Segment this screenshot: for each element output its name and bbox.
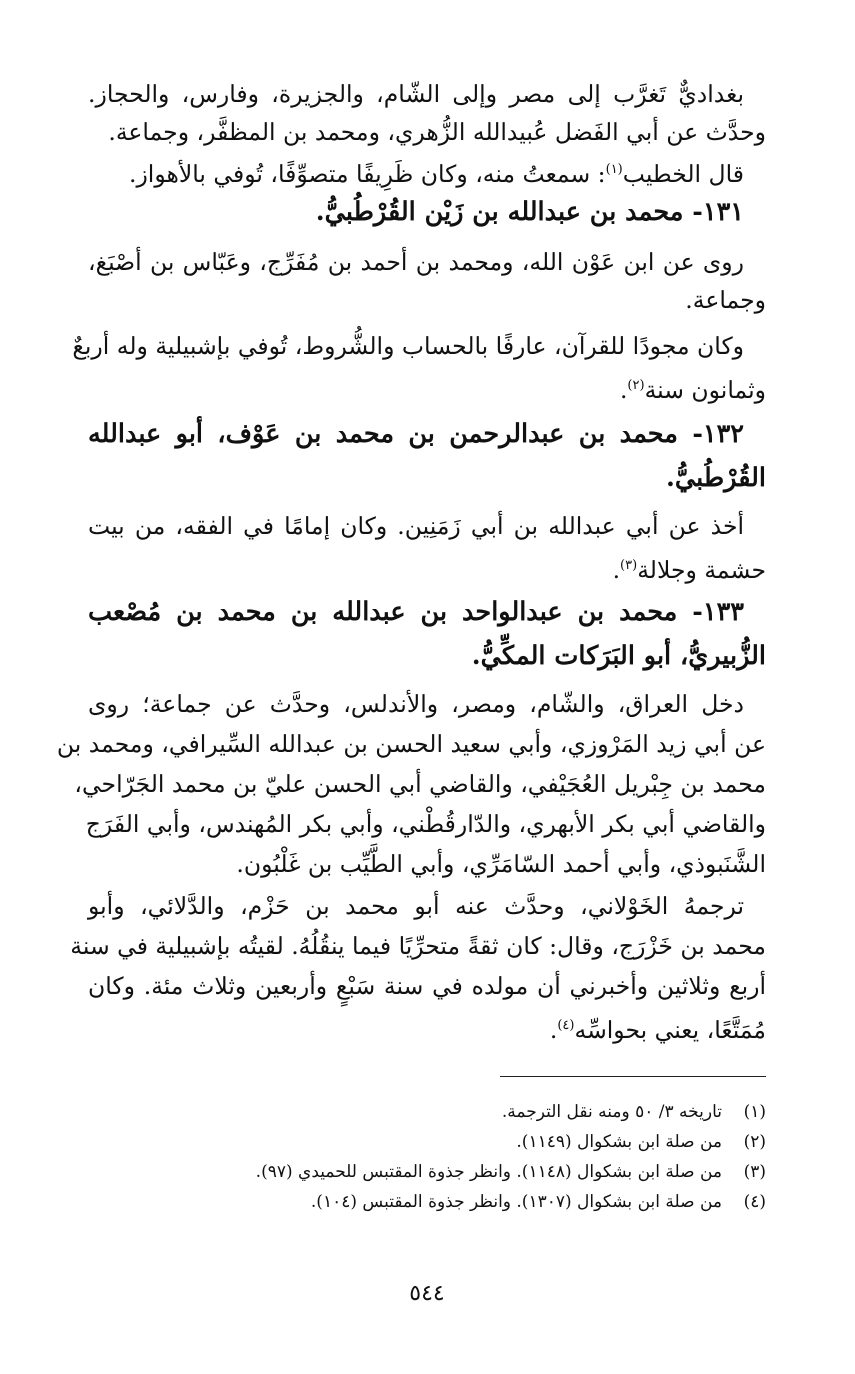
book-page: [56, 74, 766, 1334]
footnote-ref: (٤): [557, 1018, 575, 1033]
text-line: حشمة وجلالة$^{(٣)}$.: [612, 555, 766, 584]
footnote-ref: (١): [605, 162, 623, 177]
text-line: عن أبي زيد المَرْوزي، وأبي سعيد الحسن بن عبدالله السِّيرافي، ومحمد بن: [56, 730, 766, 758]
footnote-separator: [500, 1076, 766, 1077]
text-line: والقاضي أبي بكر الأبهري، والدّارقُطْني، وأبي بكر المُهندس، وأبي الفَرَج: [85, 810, 766, 838]
text-line: الشَّنَبوذي، وأبي أحمد السّامَرِّي، وأبي الطَّيِّب بن غَلْبُون.: [236, 850, 766, 878]
text-line: روى عن ابن عَوْن الله، ومحمد بن أحمد بن مُفَرِّج، وعَبّاس بن أصْبَغ،: [88, 248, 744, 276]
text-line: محمد بن خَزْرَج، وقال: كان ثقةً متحرِّيًا فيما ينقُلُهُ. لقيتُه بإشبيلية في سنة: [70, 932, 766, 960]
text-line: وجماعة.: [685, 286, 766, 314]
page-number: ٥٤٤: [409, 1281, 445, 1306]
text-line: وثمانون سنة$^{(٢)}$.: [619, 375, 766, 404]
text-line: بغداديٌّ تَغرَّب إلى مصر وإلى الشّام، والجزيرة، وفارس، والحجاز.: [88, 80, 744, 108]
entry-heading-133-cont: الزُّبيريُّ، أبو البَرَكات المكِّيُّ.: [471, 641, 766, 671]
text-line: دخل العراق، والشّام، ومصر، والأندلس، وحدَّث عن جماعة؛ روى: [88, 690, 744, 718]
text-line: مُمَتَّعًا، يعني بحواسِّه$^{(٤)}$.: [549, 1015, 766, 1044]
entry-heading-132-cont: القُرْطُبيُّ.: [666, 463, 766, 493]
footnote-3: (٣)من صلة ابن بشكوال (١١٤٨). وانظر جذوة المقتبس للحميدي (٩٧).: [255, 1162, 766, 1182]
text-line: وحدَّث عن أبي الفَضل عُبيدالله الزُّهري، ومحمد بن المظفَّر، وجماعة.: [108, 118, 766, 146]
text-line: ترجمهُ الخَوْلاني، وحدَّث عنه أبو محمد بن حَزْم، والدَّلائي، وأبو: [88, 892, 744, 920]
footnote-1: (١)تاريخه ٣/ ٥٠ ومنه نقل الترجمة.: [501, 1102, 766, 1122]
footnote-ref: (٢): [627, 378, 645, 393]
entry-heading-131: ١٣١- محمد بن عبدالله بن زَيْن القُرْطُبيُّ.: [315, 197, 744, 227]
footnote-2: (٢)من صلة ابن بشكوال (١١٤٩).: [516, 1132, 766, 1152]
footnote-4: (٤)من صلة ابن بشكوال (١٣٠٧). وانظر جذوة المقتبس (١٠٤).: [310, 1192, 766, 1212]
footnote-ref: (٣): [620, 558, 638, 573]
text-line: قال الخطيب$^{(١)}$: سمعتُ منه، وكان ظَرِيفًا متصوِّفًا، تُوفي بالأهواز.: [128, 159, 744, 188]
text-line: وكان مجودًا للقرآن، عارفًا بالحساب والشُّروط، تُوفي بإشبيلية وله أربعٌ: [72, 332, 744, 360]
text-line: أخذ عن أبي عبدالله بن أبي زَمَنِين. وكان إمامًا في الفقه، من بيت: [88, 512, 744, 540]
entry-heading-133: ١٣٣- محمد بن عبدالواحد بن عبدالله بن محمد بن مُصْعب: [88, 597, 744, 627]
entry-heading-132: ١٣٢- محمد بن عبدالرحمن بن محمد بن عَوْف، أبو عبدالله: [88, 419, 744, 449]
text-line: أربع وثلاثين وأخبرني أن مولده في سنة سَبْعٍ وأربعين وثلاث مئة. وكان: [88, 972, 766, 1000]
text-line: محمد بن جِبْريل العُجَيْفي، والقاضي أبي الحسن عليّ بن محمد الجَرّاحي،: [74, 770, 766, 798]
